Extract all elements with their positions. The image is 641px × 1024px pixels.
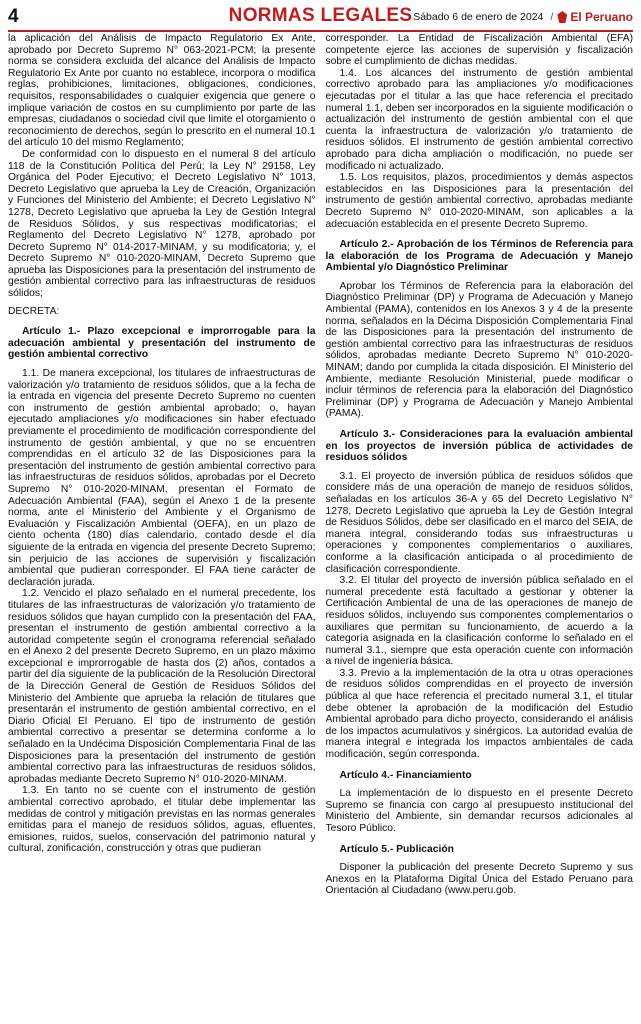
decreta-heading: DECRETA: xyxy=(8,305,60,317)
el-peruano-logo-icon xyxy=(556,11,568,23)
article-5-title: Artículo 5.- Publicación xyxy=(339,843,454,855)
paragraph: 1.4. Los alcances del instrumento de gestión ambiental correctivo aprobado para las ampliaciones y/o modificaciones ejecutadas por el titular a las que hace referencia el precitado numeral 1.1, deben ser incorporados en la siguiente modificación o actualización del instrumento de gestión ambiental con el que cuenta la infraestructura de valorización y/o tratamiento de residuos sólidos. El instrumento de gestión ambiental correctivo aprobado para dicha ampliación o modificación, no puede ser modificado ni actualizado. xyxy=(325,67,633,172)
paragraph: 3.3. Previo a la implementación de la otra u otras operaciones de residuos sólidos comprendidas en el proyecto de inversión pública al que hace referencia el precitado numeral 3.1, el titular debe obtener la aprobación de la modificación del Estudio Ambiental aprobado para dicho proyecto, considerando el análisis de los impactos acumulativos y sinérgicos. La autoridad evalúa de manera integral e integrada los impactos ambientales de cada modificación, según corresponda. xyxy=(325,667,633,761)
header-separator: / xyxy=(550,11,554,23)
section-title: NORMAS LEGALES xyxy=(228,5,413,26)
paragraph: 1.2. Vencido el plazo señalado en el numeral precedente, los titulares de las infraestructuras de valorización y/o tratamiento de residuos sólidos que hayan cumplido con la presentación del FAA, presentan el instrumento de gestión ambiental correctivo a la autoridad competente según el cronograma referencial señalado en el Anexo 2 del presente Decreto Supremo, en un plazo máximo excepcional e improrrogable de hasta dos (2) años, contados a partir del día siguiente de la publicación de la Resolución Directoral de la Dirección General de Gestión de Residuos Sólidos del Ministerio del Ambiente que aprueba la relación de titulares que presentarán el instrumento de gestión ambiental correctivo, en el Diario Oficial El Peruano. El tipo de instrumento de gestión ambiental correctivo a presentar se determina conforme a lo señalado en la Undécima Disposición Complementaria Final de las Disposiciones para la presentación del instrumento de gestión ambiental correctivo para las infraestructuras de residuos sólidos, aprobadas mediante Decreto Supremo N° 010-2020-MINAM. xyxy=(8,588,316,785)
paragraph: Aprobar los Términos de Referencia para la elaboración del Diagnóstico Preliminar (DP) y Programa de Adecuación y Manejo Ambiental (PAMA), contenidos en los Anexos 3 y 4 de la presente norma, señalados en la Décima Disposición Complementaria Final de las Disposiciones para la presentación del instrumento de gestión ambiental correctivo para las infraestructuras de residuos sólidos, aprobadas mediante Decreto Supremo N° 010-2020-MINAM; dando por cumplida la citada disposición. El Ministerio del Ambiente, mediante Resolución Ministerial, puede modificar o incluir términos de referencia para la elaboración del Diagnóstico Preliminar (DP) y Programa de Adecuación y Manejo Ambiental (PAMA). xyxy=(325,280,633,420)
publication-date: Sábado 6 de enero de 2024 xyxy=(413,11,544,23)
article-4-title: Artículo 4.- Financiamiento xyxy=(339,769,472,781)
paragraph: 3.2. El titular del proyecto de inversión pública señalado en el numeral precedente está facultado a gestionar y obtener la Certificación Ambiental de una de las operaciones de manejo de residuos sólidos, incluyendo sus componentes complementarios o auxiliares que permitan su funcionamiento, de acuerdo a la categoría asignada en la clasificación conforme lo señalado en el numeral 3.1., siempre que esta operación cuente con información a nivel de ingeniería básica. xyxy=(325,575,633,668)
paragraph: Disponer la publicación del presente Decreto Supremo y sus Anexos en la Plataforma Digital Única del Estado Peruano para Orientación al Ciudadano (www.peru.gob. xyxy=(325,862,633,897)
article-body xyxy=(8,33,633,1022)
paragraph: De conformidad con lo dispuesto en el numeral 8 del artículo 118 de la Constitución Política del Perú; la Ley N° 29158, Ley Orgánica del Poder Ejecutivo; el Decreto Legislativo N° 1013, Decreto Legislativo que aprueba la Ley de Creación, Organización y Funciones del Ministerio del Ambiente; el Decreto Legislativo N° 1278, Decreto Legislativo que aprueba la Ley de Gestión Integral de Residuos Sólidos, y sus respectivas modificatorias; el Reglamento del Decreto Legislativo N° 1278, aprobado por Decreto Supremo N° 014-2017-MINAM, y su modificatoria; y, el Decreto Supremo N° 010-2020-MINAM, Decreto Supremo que aprueba las Disposiciones para la presentación del instrumento de gestión ambiental correctivo para las infraestructuras de residuos sólidos; xyxy=(8,148,316,300)
article-2-title: Artículo 2.- Aprobación de los Términos de Referencia para la elaboración de los Programa de Adecuación y Manejo Ambiental y/o Diagnóstico Preliminar xyxy=(325,239,633,274)
paragraph: La implementación de lo dispuesto en el presente Decreto Supremo se financia con cargo al presupuesto institucional del Ministerio del Ambiente, sin demandar recursos adicionales al Tesoro Público. xyxy=(325,788,633,834)
header-divider xyxy=(8,30,633,32)
paragraph: 1.5. Los requisitos, plazos, procedimientos y demás aspectos establecidos en las Disposiciones para la presentación del instrumento de gestión ambiental correctivo, aprobadas mediante Decreto Supremo N° 010-2020-MINAM, son aplicables a la adecuación establecida en el presente Decreto Supremo. xyxy=(325,172,633,230)
paragraph: 3.1. El proyecto de inversión pública de residuos sólidos que considere más de una operación de manejo de residuos sólidos, señaladas en los artículos 36-A y 65 del Decreto Legislativo N° 1278, Decreto Legislativo que aprueba la Ley de Gestión Integral de Residuos Sólidos, debe ser clasificado en el marco del SEIA, de manera integral, considerando todas sus infraestructuras u operaciones y componentes complementarios o auxiliares, conforme a la clasificación anticipada o al procedimiento de clasificación correspondiente. xyxy=(325,470,633,575)
page-header xyxy=(8,4,633,30)
brand-name: El Peruano xyxy=(570,10,633,24)
paragraph: 1.1. De manera excepcional, los titulares de infraestructuras de valorización y/o tratamiento de residuos sólidos, que a la fecha de la entrada en vigencia del presente Decreto Supremo no cuenten con instrumento de gestión ambiental aprobado; o, hayan ejecutado ampliaciones y/o modificaciones sin haber efectuado previamente el procedimiento de modificación correspondiente del instrumento de gestión ambiental, y que no se encuentren comprendidas en el artículo 32 de las Disposiciones para la presentación del instrumento de gestión ambiental correctivo para las infraestructuras de residuos sólidos, aprobadas por el Decreto Supremo N° 010-2020-MINAM, presentan el Formato de Adecuación Ambiental (FAA), según el Anexo 1 de la presente norma, ante el Ministerio del Ambiente y el Organismo de Evaluación y Fiscalización Ambiental (OEFA), en un plazo de ciento ochenta (180) días calendario, contado desde el día siguiente de la entrada en vigencia del presente Decreto Supremo; sin perjuicio de las acciones de supervisión y fiscalización ambiental que pudieran corresponder. El FAA tiene carácter de declaración jurada. xyxy=(8,368,316,588)
article-3-title: Artículo 3.- Consideraciones para la evaluación ambiental en los proyectos de inversión pública de actividades de residuos sólidos xyxy=(325,429,633,464)
page-number: 4 xyxy=(8,6,19,27)
paragraph: 1.3. En tanto no se cuente con el instrumento de gestión ambiental correctivo aprobado, el titular debe implementar las medidas de control y mitigación previstas en las normas generales emitidas para el manejo de residuos sólidos, aguas, efluentes, emisiones, ruidos, suelos, conservación del patrimonio natural y cultural, zonificación, construcción y otras que pudieran xyxy=(8,785,316,855)
column-left xyxy=(8,33,316,1022)
paragraph: la aplicación del Análisis de Impacto Regulatorio Ex Ante, aprobado por Decreto Supremo N° 063-2021-PCM; la presente norma se considera excluida del alcance del Análisis de Impacto Regulatorio Ex Ante por cuanto no establece, incorpora o modifica reglas, prohibiciones, limitaciones, obligaciones, condiciones, requisitos, responsabilidades o cualquier exigencia que genere o implique variación de costos en su cumplimiento por parte de las empresas, ciudadanos o sociedad civil que limite el otorgamiento o reconocimiento de derechos, según lo prescrito en el numeral 10.1 del artículo 10 del mismo Reglamento; xyxy=(8,33,316,149)
header-right xyxy=(413,10,633,24)
paragraph: corresponder. La Entidad de Fiscalización Ambiental (EFA) competente ejerce las acciones de supervisión y fiscalización sobre el cumplimiento de dichas medidas. xyxy=(325,33,633,68)
column-right xyxy=(326,33,634,1022)
article-1-title: Artículo 1.- Plazo excepcional e improrrogable para la adecuación ambiental y presentación del instrumento de gestión ambiental correctivo xyxy=(8,326,316,361)
